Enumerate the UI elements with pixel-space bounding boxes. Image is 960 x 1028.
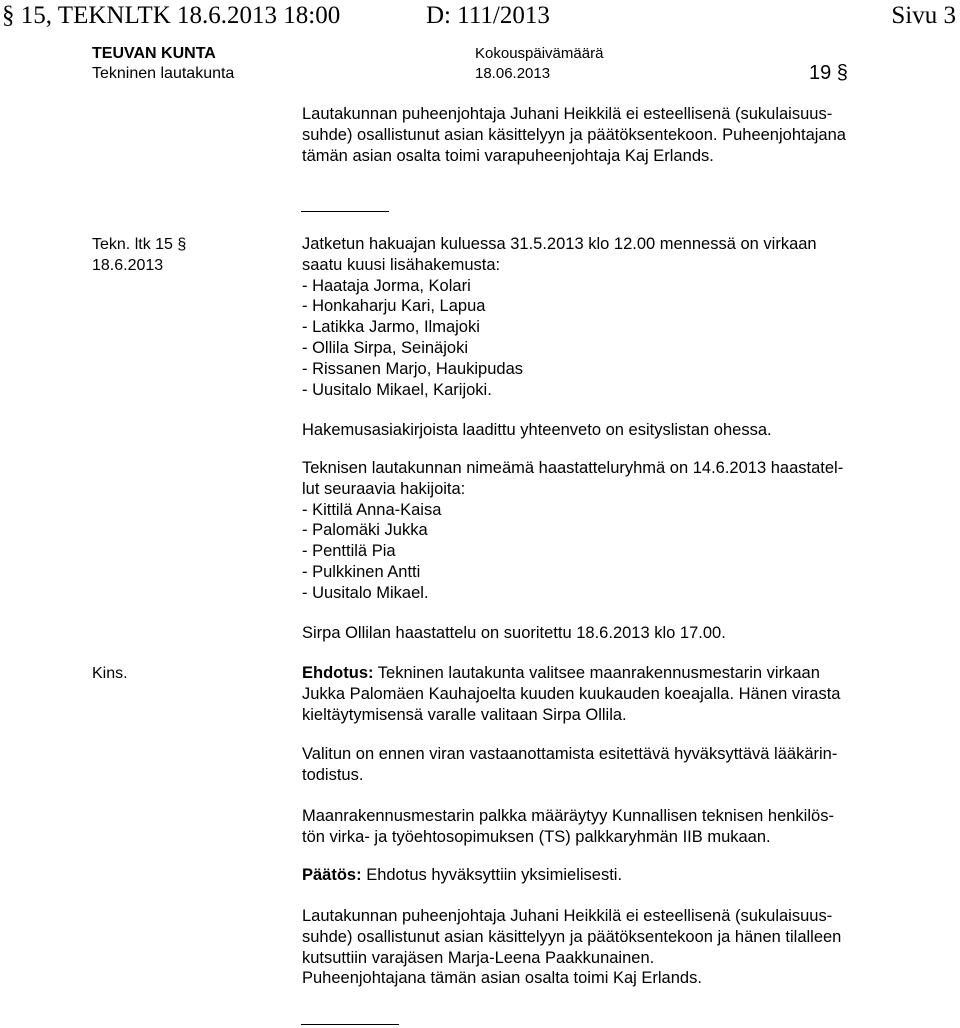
list-item: - Uusitalo Mikael.: [302, 583, 429, 602]
health-text: todistus.: [302, 765, 364, 784]
separator-line: [301, 211, 389, 212]
paragraph-number: 19 §: [809, 62, 848, 84]
interview-note: Sirpa Ollilan haastattelu on suoritettu 18.6.2013 klo 17.00.: [302, 624, 726, 642]
list-item: - Penttilä Pia: [302, 542, 396, 561]
meeting-date-label: Kokouspäivämäärä: [475, 45, 604, 62]
health-paragraph: [302, 744, 894, 786]
applications-text: Jatketun hakuajan kuluessa 31.5.2013 klo 12.00 mennessä on virkaan: [302, 235, 817, 253]
section-reference: § 15, TEKNLTK 18.6.2013 18:00: [2, 2, 341, 29]
interviews-section: [302, 458, 894, 604]
meeting-reference: Tekn. ltk 15 §: [92, 236, 187, 253]
proposer-label: Kins.: [92, 665, 128, 682]
document-number: D: 111/2013: [426, 2, 550, 29]
list-item: - Latikka Jarmo, Ilmajoki: [302, 318, 480, 337]
intro-line: tämän asian osalta toimi varapuheenjohtaja Kaj Erlands.: [302, 146, 714, 165]
closing-text: Lautakunnan puheenjohtaja Juhani Heikkilä ei esteellisenä (sukulaisuus-: [302, 907, 833, 925]
interviews-text: lut seuraavia hakijoita:: [302, 479, 466, 498]
list-item: - Haataja Jorma, Kolari: [302, 276, 471, 295]
proposal-text: kieltäytymisensä varalle valitaan Sirpa Ollila.: [302, 705, 627, 724]
proposal-text: Jukka Palomäen Kauhajoelta kuuden kuukauden koeajalla. Hänen virasta: [302, 684, 841, 703]
list-item: - Kittilä Anna-Kaisa: [302, 500, 442, 519]
interviews-text: Teknisen lautakunnan nimeämä haastatteluryhmä on 14.6.2013 haastatel-: [302, 459, 844, 477]
health-text: Valitun on ennen viran vastaanottamista esitettävä hyväksyttävä lääkärin-: [302, 745, 838, 763]
proposal-label: Ehdotus:: [302, 664, 374, 682]
org-name: TEUVAN KUNTA: [92, 45, 216, 62]
list-item: - Honkaharju Kari, Lapua: [302, 297, 486, 316]
proposal-text: Tekninen lautakunta valitsee maanrakennusmestarin virkaan: [373, 664, 820, 682]
summary-paragraph: Hakemusasiakirjoista laadittu yhteenveto on esityslistan ohessa.: [302, 421, 772, 439]
closing-text: suhde) osallistunut asian käsittelyyn ja päätöksentekoon ja hänen tilalleen: [302, 927, 842, 946]
separator-line: [301, 1024, 399, 1025]
meeting-date: 18.06.2013: [475, 65, 551, 82]
list-item: - Uusitalo Mikael, Karijoki.: [302, 380, 492, 399]
board-name: Tekninen lautakunta: [92, 65, 235, 82]
closing-text: Puheenjohtajana tämän asian osalta toimi Kaj Erlands.: [302, 969, 702, 988]
proposal-paragraph: [302, 663, 894, 725]
applications-text: saatu kuusi lisähakemusta:: [302, 255, 501, 274]
top-bar: [0, 0, 960, 32]
list-item: - Rissanen Marjo, Haukipudas: [302, 359, 524, 378]
list-item: - Ollila Sirpa, Seinäjoki: [302, 338, 468, 357]
salary-text: Maanrakennusmestarin palkka määräytyy Kunnallisen teknisen henkilös-: [302, 807, 834, 825]
list-item: - Palomäki Jukka: [302, 521, 428, 540]
closing-paragraph: [302, 906, 894, 989]
closing-text: kutsuttiin varajäsen Marja-Leena Paakkunainen.: [302, 948, 655, 967]
list-item: - Pulkkinen Antti: [302, 562, 421, 581]
decision-text: Ehdotus hyväksyttiin yksimielisesti.: [361, 866, 623, 884]
decision-label: Päätös:: [302, 866, 362, 884]
salary-text: tön virka- ja työehtosopimuksen (TS) palkkaryhmän IIB mukaan.: [302, 827, 771, 846]
intro-line: Lautakunnan puheenjohtaja Juhani Heikkilä ei esteellisenä (sukulaisuus-: [302, 105, 833, 123]
applications-section: [302, 234, 894, 400]
intro-paragraph: [302, 104, 894, 166]
decision-paragraph: [302, 865, 894, 886]
intro-line: suhde) osallistunut asian käsittelyyn ja päätöksentekoon. Puheenjohtajana: [302, 125, 846, 144]
salary-paragraph: [302, 806, 894, 848]
page-indicator: Sivu 3: [891, 2, 956, 29]
meeting-reference-date: 18.6.2013: [92, 257, 164, 274]
